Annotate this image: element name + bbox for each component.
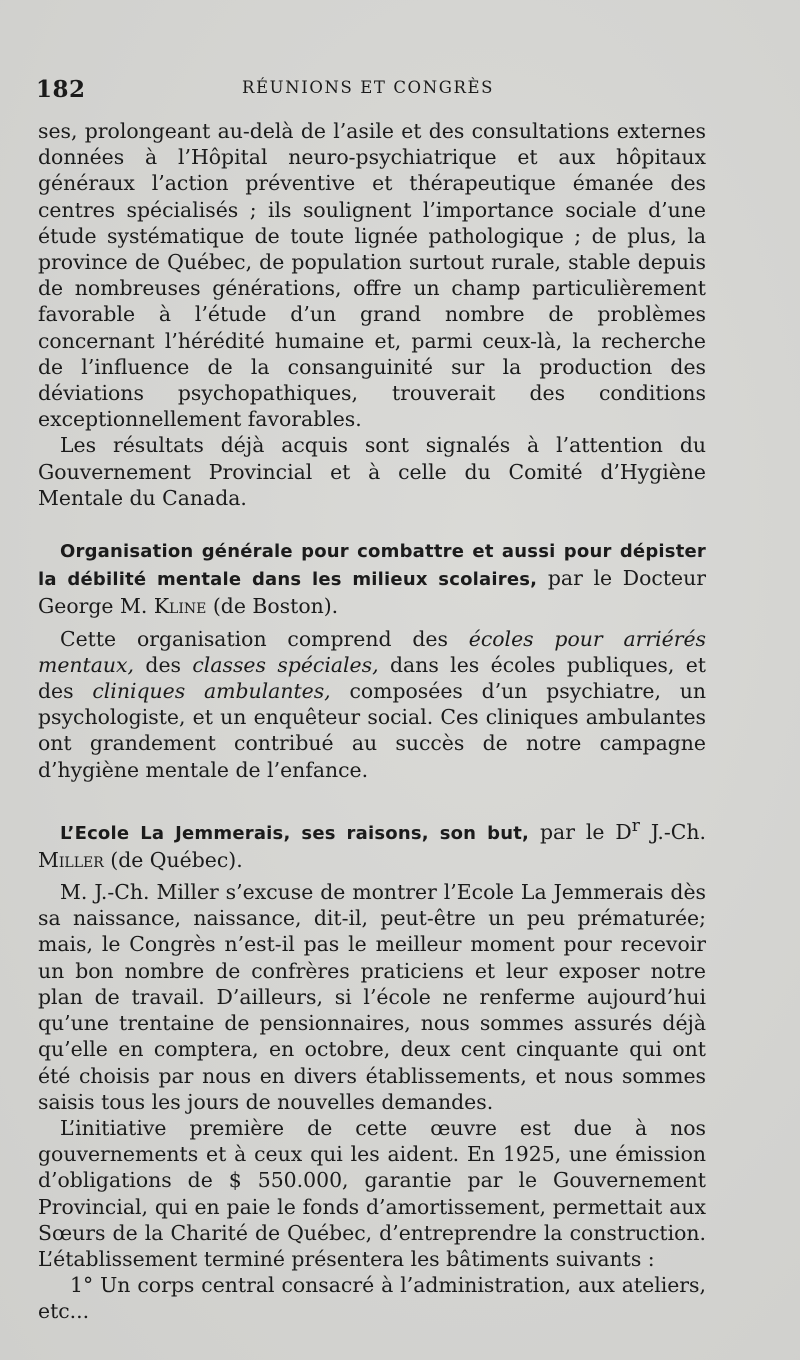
page-body xyxy=(38,118,706,1325)
heading-title: Organisation générale pour combattre et aussi pour dépister la débilité mentale dans les milieux scolaires, xyxy=(38,541,706,591)
emphasis: cliniques ambulantes, xyxy=(92,679,331,704)
text-run: Cette organisation comprend des xyxy=(60,626,469,651)
paragraph: ses, prolongeant au-delà de l’asile et des consultations externes données à l’Hôpital neuro-psychiatrique et aux hôpitaux généraux l’action préventive et thérapeutique émanée des centres spécialisés ; ils soulignent l’importance sociale d’une étude systématique de toute lignée pathologique ; de plus, la province de Québec, de population surtout rurale, stable depuis de nombreuses générations, offre un champ particulièrement favorable à l’étude d’un grand nombre de problèmes concernant l’hérédité humaine et, parmi ceux-là, la recherche de l’influence de la consanguinité sur la production des déviations psychopathiques, trouverait des conditions exceptionnellement favorables. xyxy=(38,119,706,432)
section-heading-kline xyxy=(38,537,706,620)
author-name: Miller xyxy=(38,847,104,872)
paragraph: L’initiative première de cette œuvre est due à nos gouvernements et à ceux qui les aident. En 1925, une émission d’obligations de $ 550.000, garantie par le Gouvernement Provincial, qui en paie le fonds d’amortissement, permettait aux Sœurs de la Charité de Québec, d’entreprendre la construction. L’établissement terminé présentera les bâtiments suivants : xyxy=(38,1115,706,1271)
page-number: 182 xyxy=(36,76,86,103)
page-header xyxy=(36,76,720,108)
emphasis: classes spéciales, xyxy=(192,652,379,677)
byline-text: par le D xyxy=(529,819,632,844)
byline-text: par le Docteur George M. xyxy=(38,566,706,619)
section-heading-miller xyxy=(38,813,706,873)
paragraph: Les résultats déjà acquis sont signalés à l’attention du Gouvernement Provincial et à celle du Comité d’Hygiène Mentale du Canada. xyxy=(38,433,706,510)
byline-text: (de Québec). xyxy=(103,847,243,872)
paragraph: M. J.-Ch. Miller s’excuse de montrer l’Ecole La Jemmerais dès sa naissance, naissance, dit-il, peut-être un peu prématurée; mais, le Congrès n’est-il pas le meilleur moment pour recevoir un bon nombre de confrères praticiens et leur exposer notre plan de travail. D’ailleurs, si l’école ne renferme aujourd’hui qu’une trentaine de pensionnaires, nous sommes assurés déjà qu’elle en comptera, en octobre, deux cent cinquante qui ont été choisis par nous en divers établissements, et nous sommes saisis tous les jours de nouvelles demandes. xyxy=(38,880,706,1114)
running-title: RÉUNIONS ET CONGRÈS xyxy=(242,78,495,97)
list-item: 1° Un corps central consacré à l’administration, aux ateliers, etc... xyxy=(38,1273,706,1324)
superscript: r xyxy=(631,815,640,836)
text-run: dans les écoles publiques, et des xyxy=(38,652,706,704)
paragraph xyxy=(38,626,706,783)
emphasis: écoles pour arriérés mentaux, xyxy=(38,626,706,677)
text-run: composées d’un psychiatre, un psychologiste, et un enquêteur social. Ces cliniques ambulantes ont grandement contribué au succès de notre campagne d’hygiène mentale de l’enfance. xyxy=(38,679,706,782)
heading-title: L’Ecole La Jemmerais, ses raisons, son but, xyxy=(60,822,530,844)
byline-text: (de Boston). xyxy=(206,594,339,619)
byline-text: J.-Ch. xyxy=(639,819,706,844)
author-name: Kline xyxy=(153,594,207,619)
text-run: des xyxy=(134,652,193,677)
